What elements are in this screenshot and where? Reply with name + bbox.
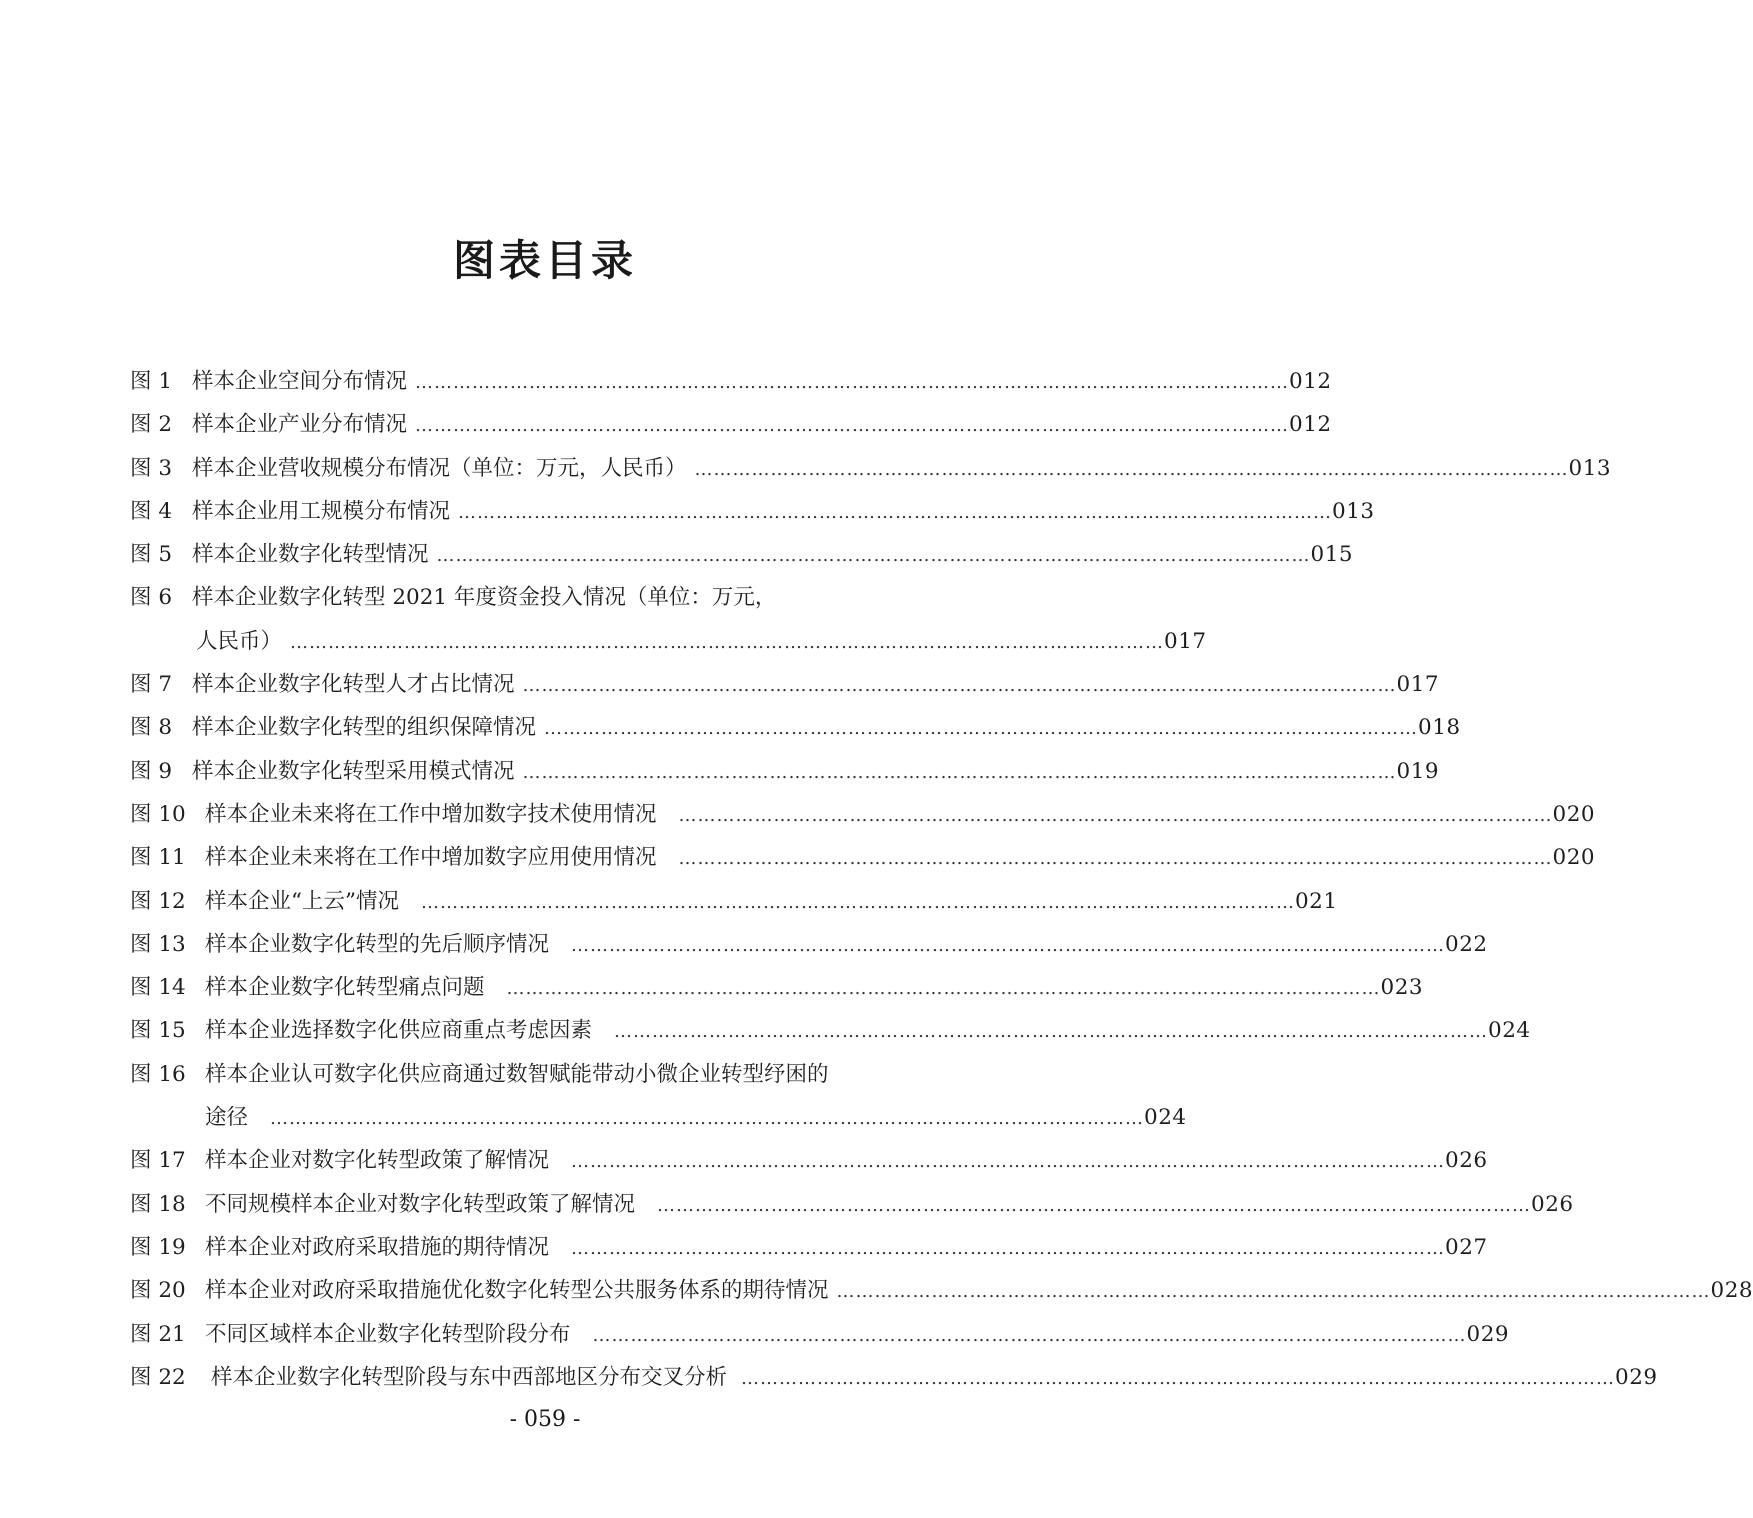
page-number: 029 bbox=[1466, 1321, 1510, 1347]
figure-title: 不同规模样本企业对数字化转型政策了解情况 bbox=[205, 1191, 636, 1217]
figure-title: 样本企业未来将在工作中增加数字应用使用情况 bbox=[205, 845, 657, 871]
figure-label: 图 22 bbox=[130, 1364, 186, 1390]
figure-label: 图 10 bbox=[130, 801, 186, 827]
toc-entry[interactable] bbox=[130, 1226, 1488, 1269]
page-number: 012 bbox=[1289, 412, 1332, 438]
page-number: 023 bbox=[1380, 975, 1424, 1001]
figure-label: 图 13 bbox=[130, 931, 186, 957]
figure-title: 样本企业未来将在工作中增加数字技术使用情况 bbox=[205, 801, 657, 827]
page-number: 026 bbox=[1445, 1148, 1488, 1174]
page-title: 图表目录 bbox=[452, 236, 637, 285]
figure-label: 图 8 bbox=[130, 715, 173, 741]
leader-dots: ………………………………………………………………………………………………………………………… bbox=[657, 1194, 1532, 1216]
leader-dots: ………………………………………………………………………………………………………………………… bbox=[436, 545, 1311, 567]
figure-title: 样本企业空间分布情况 bbox=[192, 369, 408, 394]
figure-label: 图 14 bbox=[130, 975, 186, 1001]
page-number: 029 bbox=[1615, 1364, 1658, 1390]
figure-label: 图 9 bbox=[130, 758, 173, 784]
page-number: 019 bbox=[1396, 758, 1440, 784]
page-number: 017 bbox=[1396, 672, 1440, 698]
toc-entry[interactable] bbox=[130, 1053, 952, 1096]
figure-label: 图 15 bbox=[130, 1018, 186, 1044]
page-number: 022 bbox=[1445, 931, 1488, 957]
page-number: 012 bbox=[1289, 369, 1332, 394]
leader-dots: ………………………………………………………………………………………………………………………… bbox=[458, 501, 1333, 523]
figure-label: 图 16 bbox=[130, 1061, 186, 1087]
toc-entry[interactable] bbox=[130, 576, 952, 619]
leader-dots: ………………………………………………………………………………………………………………………… bbox=[522, 675, 1397, 697]
leader-dots: ………………………………………………………………………………………………………………………… bbox=[678, 804, 1553, 826]
leader-dots: ………………………………………………………………………………………………………………………… bbox=[270, 1108, 1145, 1130]
page-number: 021 bbox=[1294, 888, 1338, 914]
figure-title-continued: 人民币） bbox=[196, 628, 283, 654]
toc-entry[interactable] bbox=[130, 923, 1488, 966]
figure-label: 图 4 bbox=[130, 498, 173, 524]
toc-entry[interactable] bbox=[130, 490, 1375, 533]
figure-title: 样本企业“上云”情况 bbox=[205, 888, 399, 914]
figure-label: 图 3 bbox=[130, 455, 173, 481]
leader-dots: ………………………………………………………………………………………………………………………… bbox=[522, 761, 1397, 783]
leader-dots: ………………………………………………………………………………………………………………………… bbox=[836, 1281, 1711, 1303]
page-footer-number: - 059 - bbox=[509, 1407, 581, 1432]
toc-entry-continuation[interactable] bbox=[130, 1096, 1187, 1139]
figure-title: 样本企业对政府采取措施优化数字化转型公共服务体系的期待情况 bbox=[205, 1278, 829, 1304]
toc-entry[interactable] bbox=[130, 706, 1461, 749]
page-number: 015 bbox=[1310, 542, 1354, 568]
figure-label: 图 2 bbox=[130, 412, 173, 438]
page-number: 024 bbox=[1144, 1105, 1187, 1131]
page-number: 020 bbox=[1552, 845, 1596, 871]
page-number: 027 bbox=[1445, 1234, 1488, 1260]
toc-entry[interactable] bbox=[130, 750, 1440, 793]
toc-entry[interactable] bbox=[130, 360, 1332, 403]
toc-entry[interactable] bbox=[130, 1356, 1658, 1399]
toc-entry[interactable] bbox=[130, 1183, 1574, 1226]
figure-title: 样本企业数字化转型的先后顺序情况 bbox=[205, 931, 550, 957]
toc-entry-continuation[interactable] bbox=[130, 620, 1207, 663]
figure-title: 样本企业用工规模分布情况 bbox=[192, 498, 451, 524]
figure-label: 图 11 bbox=[130, 845, 186, 871]
figure-title: 样本企业认可数字化供应商通过数智赋能带动小微企业转型纾困的 bbox=[205, 1061, 829, 1087]
page-number: 013 bbox=[1568, 455, 1612, 481]
figure-label: 图 1 bbox=[130, 369, 173, 394]
figure-title: 样本企业数字化转型采用模式情况 bbox=[192, 758, 515, 784]
page-number: 024 bbox=[1488, 1018, 1531, 1044]
toc-entry[interactable] bbox=[130, 1269, 1753, 1312]
figure-title: 样本企业选择数字化供应商重点考虑因素 bbox=[205, 1018, 593, 1044]
figure-title: 不同区域样本企业数字化转型阶段分布 bbox=[205, 1321, 571, 1347]
figure-title: 样本企业数字化转型情况 bbox=[192, 542, 429, 568]
leader-dots: ………………………………………………………………………………………………………………………… bbox=[415, 372, 1290, 393]
figure-title: 样本企业数字化转型 2021 年度资金投入情况（单位：万元， bbox=[192, 585, 777, 611]
toc-entry[interactable] bbox=[130, 836, 1596, 879]
leader-dots: ………………………………………………………………………………………………………………………… bbox=[415, 415, 1290, 437]
page-number: 018 bbox=[1418, 715, 1461, 741]
page-number: 026 bbox=[1531, 1191, 1574, 1217]
leader-dots: ………………………………………………………………………………………………………………………… bbox=[290, 631, 1165, 653]
figure-label: 图 17 bbox=[130, 1148, 186, 1174]
figure-label: 图 6 bbox=[130, 585, 173, 611]
figure-label: 图 7 bbox=[130, 672, 173, 698]
toc-entry[interactable] bbox=[130, 403, 1332, 446]
leader-dots: ………………………………………………………………………………………………………………………… bbox=[614, 1021, 1489, 1043]
figure-title: 样本企业数字化转型阶段与东中西部地区分布交叉分析 bbox=[211, 1364, 728, 1390]
toc-entry[interactable] bbox=[130, 447, 1612, 490]
figure-title: 样本企业对政府采取措施的期待情况 bbox=[205, 1234, 550, 1260]
leader-dots: ………………………………………………………………………………………………………………………… bbox=[544, 718, 1419, 740]
toc-entry[interactable] bbox=[130, 793, 1596, 836]
figure-title: 样本企业产业分布情况 bbox=[192, 412, 408, 438]
leader-dots: ………………………………………………………………………………………………………………………… bbox=[592, 1324, 1467, 1346]
leader-dots: ………………………………………………………………………………………………………………………… bbox=[506, 978, 1381, 1000]
figure-label: 图 19 bbox=[130, 1234, 186, 1260]
toc-entry[interactable] bbox=[130, 663, 1440, 706]
figure-title-continued: 途径 bbox=[205, 1105, 249, 1131]
figure-label: 图 12 bbox=[130, 888, 186, 914]
toc-entry[interactable] bbox=[130, 1009, 1531, 1052]
page-number: 017 bbox=[1164, 628, 1207, 654]
figure-title: 样本企业营收规模分布情况（单位：万元，人民币） bbox=[192, 455, 687, 481]
toc-entry[interactable] bbox=[130, 1139, 1488, 1182]
page-number: 013 bbox=[1332, 498, 1375, 524]
leader-dots: ………………………………………………………………………………………………………………………… bbox=[694, 458, 1569, 480]
figure-title: 样本企业数字化转型痛点问题 bbox=[205, 975, 485, 1001]
leader-dots: ………………………………………………………………………………………………………………………… bbox=[741, 1367, 1616, 1389]
leader-dots: ………………………………………………………………………………………………………………………… bbox=[678, 848, 1553, 870]
figure-label: 图 20 bbox=[130, 1278, 186, 1304]
toc-entry[interactable] bbox=[130, 966, 1424, 1009]
leader-dots: ………………………………………………………………………………………………………………………… bbox=[571, 934, 1446, 956]
figure-title: 样本企业对数字化转型政策了解情况 bbox=[205, 1148, 550, 1174]
toc-entry[interactable] bbox=[130, 533, 1354, 576]
figure-label: 图 21 bbox=[130, 1321, 186, 1347]
leader-dots: ………………………………………………………………………………………………………………………… bbox=[571, 1151, 1446, 1173]
figure-label: 图 18 bbox=[130, 1191, 186, 1217]
toc-entry[interactable] bbox=[130, 1313, 1510, 1356]
figure-label: 图 5 bbox=[130, 542, 173, 568]
figure-title: 样本企业数字化转型的组织保障情况 bbox=[192, 715, 537, 741]
leader-dots: ………………………………………………………………………………………………………………………… bbox=[420, 891, 1295, 913]
leader-dots: ………………………………………………………………………………………………………………………… bbox=[571, 1237, 1446, 1259]
table-of-figures bbox=[130, 360, 1753, 1399]
toc-entry[interactable] bbox=[130, 880, 1338, 923]
page-number: 028 bbox=[1710, 1278, 1753, 1304]
figure-title: 样本企业数字化转型人才占比情况 bbox=[192, 672, 515, 698]
page-number: 020 bbox=[1552, 801, 1596, 827]
